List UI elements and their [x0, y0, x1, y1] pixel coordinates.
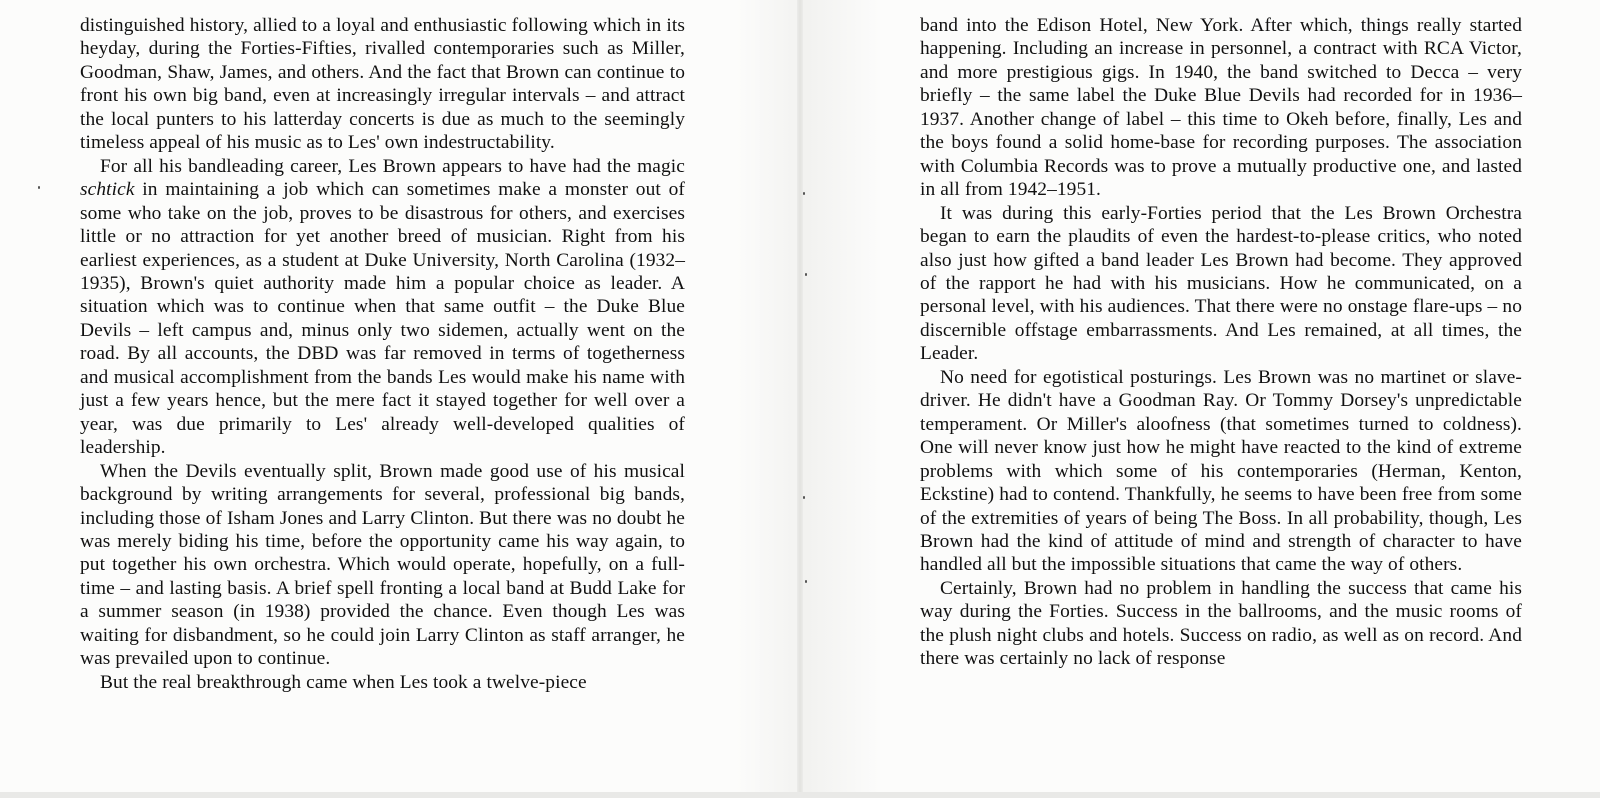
left-paragraph-3: When the Devils eventually split, Brown made good use of his musical background by writing arrangements for several, professional big bands, including those of Isham Jones and Larry Clinton. But there was no doubt he was merely biding his time, before the opportunity came his way again, to put together his own orchestra. Which would operate, hopefully, on a full-time – and lasting basis. A brief spell fronting a local band at Budd Lake for a summer season (in 1938) provided the chance. Even though Les was waiting for disbandment, so he could join Larry Clinton as staff arranger, he was prevailed upon to continue. [80, 460, 685, 670]
left-paragraph-4: But the real breakthrough came when Les took a twelve-piece [100, 671, 587, 693]
right-paragraph-1: band into the Edison Hotel, New York. After which, things really started happening. Including an increase in personnel, a contract with RCA Victor, and more prestigious gigs. In 1940, the band switched to Decca – very briefly – the same label the Duke Blue Devils had recorded for in 1936–1937. Another change of label – this time to Okeh before, finally, Les and the boys found a solid home-base for recording purposes. The association with Columbia Records was to prove a mutually productive one, and lasted in all from 1942–1951. [920, 15, 1522, 201]
scan-speck [803, 192, 805, 195]
scan-speck [805, 580, 807, 583]
left-paragraph-2 [80, 155, 685, 460]
right-paragraph-3: No need for egotistical posturings. Les Brown was no martinet or slave-driver. He didn't have a Goodman Ray. Or Tommy Dorsey's unpredictable temperament. Or Miller's aloofness (that sometimes turned to coldness). One will never know just how he might have reacted to the kind of extreme problems with which some of his contemporaries (Herman, Kenton, Eckstine) had to contend. Thankfully, he seems to have been free from some of the extremities of years of being The Boss. In all probability, though, Les Brown had the kind of attitude of mind and strength of character to have handled all but the impossible situations that came the way of others. [920, 366, 1522, 576]
page-gutter [797, 0, 803, 798]
left-paragraph-2-start: For all his bandleading career, Les Brown appears to have had the magic [100, 155, 685, 177]
scan-speck [803, 496, 805, 499]
scan-speck [38, 186, 40, 189]
scan-bottom-edge [0, 792, 1600, 798]
scan-speck [805, 273, 807, 276]
right-page [800, 0, 1600, 798]
right-paragraph-2: It was during this early-Forties period that the Les Brown Orchestra began to earn the plaudits of even the hardest-to-please critics, who noted also just how gifted a band leader Les Brown had become. They approved of the rapport he had with his musicians. How he communicated, on a personal level, with his audiences. That there were no onstage flare-ups – no discernible offstage embarrassments. And Les remained, at all times, the Leader. [920, 202, 1522, 365]
right-paragraph-4: Certainly, Brown had no problem in handling the success that came his way during the Forties. Success in the ballrooms, and the music rooms of the plush night clubs and hotels. Success on radio, as well as on record. And there was certainly no lack of response [920, 577, 1522, 670]
left-paragraph-1: distinguished history, allied to a loyal and enthusiastic following which in its heyday, during the Forties-Fifties, rivalled contemporaries such as Miller, Goodman, Shaw, James, and others. And the fact that Brown can continue to front his own big band, even at increasingly irregular intervals – and attract the local punters to his latterday concerts is due as much to the seemingly timeless appeal of his music as to Les' own indestructability. [80, 15, 685, 154]
italic-term-schtick: schtick [80, 179, 135, 201]
left-paragraph-2-rest: in maintaining a job which can sometimes make a monster out of some who take on the job, proves to be disastrous for others, and exercises little or no attraction for yet another breed of musician. Right from his earliest experiences, as a student at Duke University, North Carolina (1932–1935), Brown's quiet authority made him a popular choice as leader. A situation which was to continue when that same outfit – the Duke Blue Devils – left campus and, minus only two sidemen, actually went on the road. By all accounts, the DBD was far removed in terms of togetherness and musical accomplishment from the bands Les would make his name with just a few years hence, but the mere fact it stayed together for well over a year, was due primarily to Les' already well-developed qualities of leadership. [80, 179, 685, 459]
